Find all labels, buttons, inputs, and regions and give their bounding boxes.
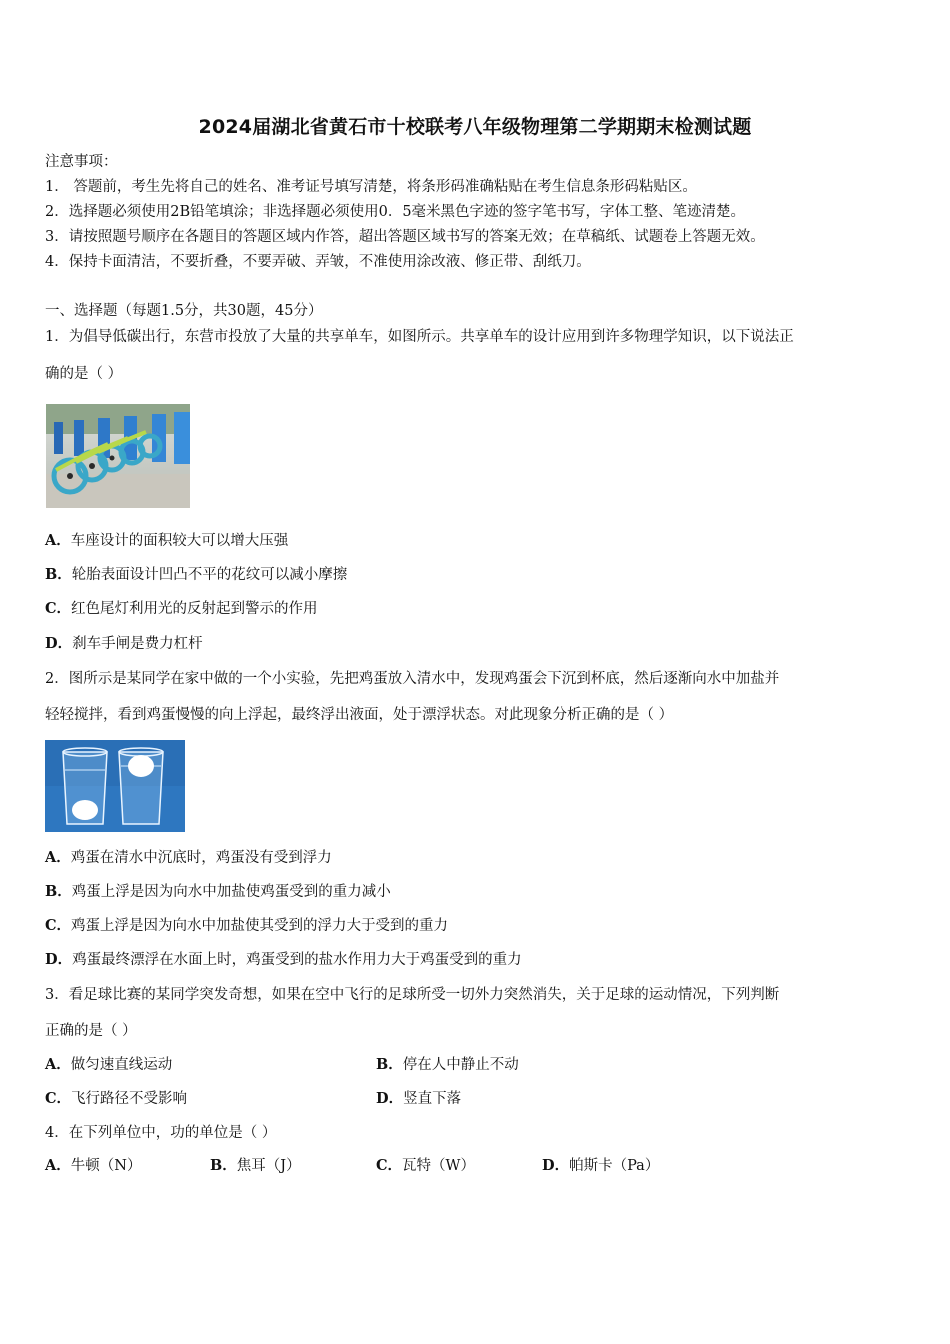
option-text: 鸡蛋在清水中沉底时，鸡蛋没有受到浮力 (70, 850, 332, 866)
option-text: 帕斯卡（Pa） (569, 1158, 660, 1174)
section-heading: 一、选择题（每题1.5分，共30题，45分） (45, 303, 323, 319)
option-label: D． (542, 1157, 570, 1174)
option-label: B． (45, 883, 72, 900)
option-text: 鸡蛋上浮是因为向水中加盐使鸡蛋受到的重力减小 (71, 884, 391, 900)
option-label: D． (45, 635, 73, 652)
option-label: A． (45, 1157, 71, 1174)
option-b[interactable] (210, 1156, 301, 1176)
notice-item: 3．请按照题号顺序在各题目的答题区域内作答，超出答题区域书写的答案无效；在草稿纸、试题卷上答题无效。 (45, 229, 765, 245)
option-b[interactable] (45, 565, 347, 585)
option-text: 竖直下落 (403, 1091, 462, 1107)
notice-item: 4．保持卡面清洁，不要折叠，不要弄破、弄皱，不准使用涂改液、修正带、刮纸刀。 (45, 254, 591, 270)
question-3-text-cont: 正确的是（ ） (45, 1023, 137, 1039)
option-label: A． (45, 1056, 71, 1073)
option-c[interactable] (45, 599, 318, 619)
option-label: A． (45, 532, 71, 549)
option-label: A． (45, 849, 71, 866)
option-label: D． (45, 951, 73, 968)
question-2-text: 2．图所示是某同学在家中做的一个小实验，先把鸡蛋放入清水中，发现鸡蛋会下沉到杯底，然后逐渐向水中加盐并 (45, 671, 780, 687)
option-text: 红色尾灯利用光的反射起到警示的作用 (71, 601, 318, 617)
option-a[interactable] (45, 848, 332, 868)
question-2-text-cont: 轻轻搅拌，看到鸡蛋慢慢的向上浮起，最终浮出液面，处于漂浮状态。对此现象分析正确的是（ ） (45, 707, 674, 723)
notice-item: 2．选择题必须使用2B铅笔填涂；非选择题必须使用0．5毫米黑色字迹的签字笔书写，字体工整、笔迹清楚。 (45, 204, 746, 220)
option-text: 鸡蛋最终漂浮在水面上时，鸡蛋受到的盐水作用力大于鸡蛋受到的重力 (72, 952, 522, 968)
option-text: 飞行路径不受影响 (71, 1091, 188, 1107)
option-a[interactable] (45, 531, 288, 551)
shared-bikes-image (46, 404, 190, 508)
option-label: C． (45, 600, 72, 617)
option-text: 焦耳（J） (236, 1158, 301, 1174)
option-c[interactable] (376, 1156, 475, 1176)
egg-experiment-image (45, 740, 185, 832)
option-label: C． (45, 1090, 72, 1107)
question-3-text: 3．看足球比赛的某同学突发奇想，如果在空中飞行的足球所受一切外力突然消失，关于足球的运动情况，下列判断 (45, 987, 780, 1003)
option-c[interactable] (45, 1089, 187, 1109)
option-text: 鸡蛋上浮是因为向水中加盐使其受到的浮力大于受到的重力 (71, 918, 449, 934)
option-d[interactable] (45, 950, 522, 970)
notice-heading: 注意事项： (45, 154, 118, 170)
question-1-text-cont: 确的是（ ） (45, 366, 123, 382)
option-label: B． (210, 1157, 237, 1174)
option-text: 瓦特（W） (402, 1158, 475, 1174)
option-label: D． (376, 1090, 404, 1107)
option-label: C． (376, 1157, 403, 1174)
option-b[interactable] (376, 1055, 519, 1075)
option-label: B． (45, 566, 72, 583)
option-d[interactable] (542, 1156, 659, 1176)
option-d[interactable] (45, 634, 203, 654)
notice-item: 1． 答题前，考生先将自己的姓名、准考证号填写清楚，将条形码准确粘贴在考生信息条形码粘贴区。 (45, 179, 697, 195)
option-b[interactable] (45, 882, 391, 902)
option-text: 牛顿（N） (70, 1158, 142, 1174)
question-1-text: 1．为倡导低碳出行，东营市投放了大量的共享单车，如图所示。共享单车的设计应用到许多物理学知识，以下说法正 (45, 329, 794, 345)
option-text: 停在人中静止不动 (402, 1057, 519, 1073)
option-d[interactable] (376, 1089, 461, 1109)
option-text: 刹车手闸是费力杠杆 (72, 636, 203, 652)
page-title: 2024届湖北省黄石市十校联考八年级物理第二学期期末检测试题 (198, 116, 752, 138)
option-c[interactable] (45, 916, 448, 936)
option-text: 车座设计的面积较大可以增大压强 (70, 533, 289, 549)
option-a[interactable] (45, 1156, 141, 1176)
option-label: C． (45, 917, 72, 934)
option-a[interactable] (45, 1055, 172, 1075)
question-4-text: 4．在下列单位中，功的单位是（ ） (45, 1125, 277, 1141)
option-label: B． (376, 1056, 403, 1073)
option-text: 做匀速直线运动 (70, 1057, 173, 1073)
option-text: 轮胎表面设计凹凸不平的花纹可以减小摩擦 (71, 567, 348, 583)
